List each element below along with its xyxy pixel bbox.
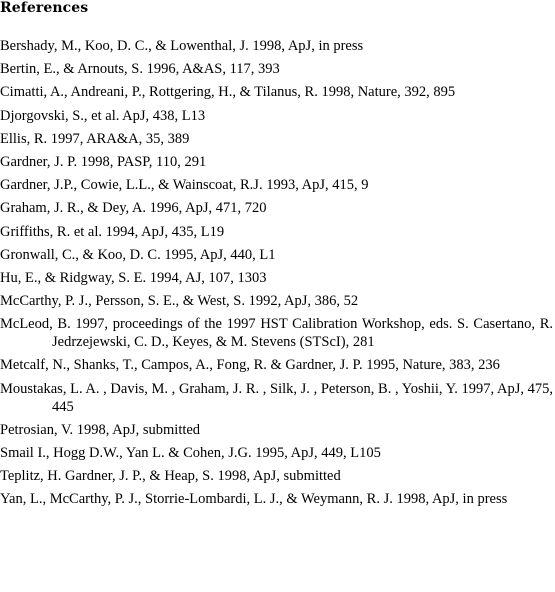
reference-entry: Gardner, J.P., Cowie, L.L., & Wainscoat, R.J. 1993, ApJ, 415, 9 xyxy=(0,177,369,194)
reference-entry: Teplitz, H. Gardner, J. P., & Heap, S. 1998, ApJ, submitted xyxy=(0,468,341,485)
reference-entry: Ellis, R. 1997, ARA&A, 35, 389 xyxy=(0,130,190,147)
reference-entry: Petrosian, V. 1998, ApJ, submitted xyxy=(0,421,201,438)
reference-entry: Yan, L., McCarthy, P. J., Storrie-Lombardi, L. J., & Weymann, R. J. 1998, ApJ, in press xyxy=(0,491,508,508)
reference-entry: Hu, E., & Ridgway, S. E. 1994, AJ, 107, 1303 xyxy=(0,269,267,286)
reference-entry: Bershady, M., Koo, D. C., & Lowenthal, J. 1998, ApJ, in press xyxy=(0,38,364,54)
reference-entry: Bertin, E., & Arnouts, S. 1996, A&AS, 117, 393 xyxy=(0,61,280,78)
reference-entry: Gronwall, C., & Koo, D. C. 1995, ApJ, 440, L1 xyxy=(0,246,276,263)
reference-entry: Moustakas, L. A. , Davis, M. , Graham, J. R. , Silk, J. , Peterson, B. , Yoshii, Y. 1997, ApJ, 475, 445 xyxy=(0,380,553,415)
reference-entry: Djorgovski, S., et al. ApJ, 438, L13 xyxy=(0,107,206,124)
reference-entry: Cimatti, A., Andreani, P., Rottgering, H., & Tilanus, R. 1998, Nature, 392, 895 xyxy=(0,84,456,101)
reference-entry: Metcalf, N., Shanks, T., Campos, A., Fong, R. & Gardner, J. P. 1995, Nature, 383, 236 xyxy=(0,357,500,374)
reference-entry: Graham, J. R., & Dey, A. 1996, ApJ, 471, 720 xyxy=(0,200,267,217)
reference-entry: McCarthy, P. J., Persson, S. E., & West, S. 1992, ApJ, 386, 52 xyxy=(0,293,359,310)
references-heading: References xyxy=(0,0,89,16)
reference-list xyxy=(0,37,553,514)
reference-entry: Smail I., Hogg D.W., Yan L. & Cohen, J.G. 1995, ApJ, 449, L105 xyxy=(0,445,381,461)
reference-entry: McLeod, B. 1997, proceedings of the 1997 HST Calibration Workshop, eds. S. Casertano, R. Jedrzejewski, C. D., Keyes, & M. Stevens (STScI), 281 xyxy=(0,316,553,351)
reference-entry: Gardner, J. P. 1998, PASP, 110, 291 xyxy=(0,153,207,170)
reference-entry: Griffiths, R. et al. 1994, ApJ, 435, L19 xyxy=(0,223,225,240)
